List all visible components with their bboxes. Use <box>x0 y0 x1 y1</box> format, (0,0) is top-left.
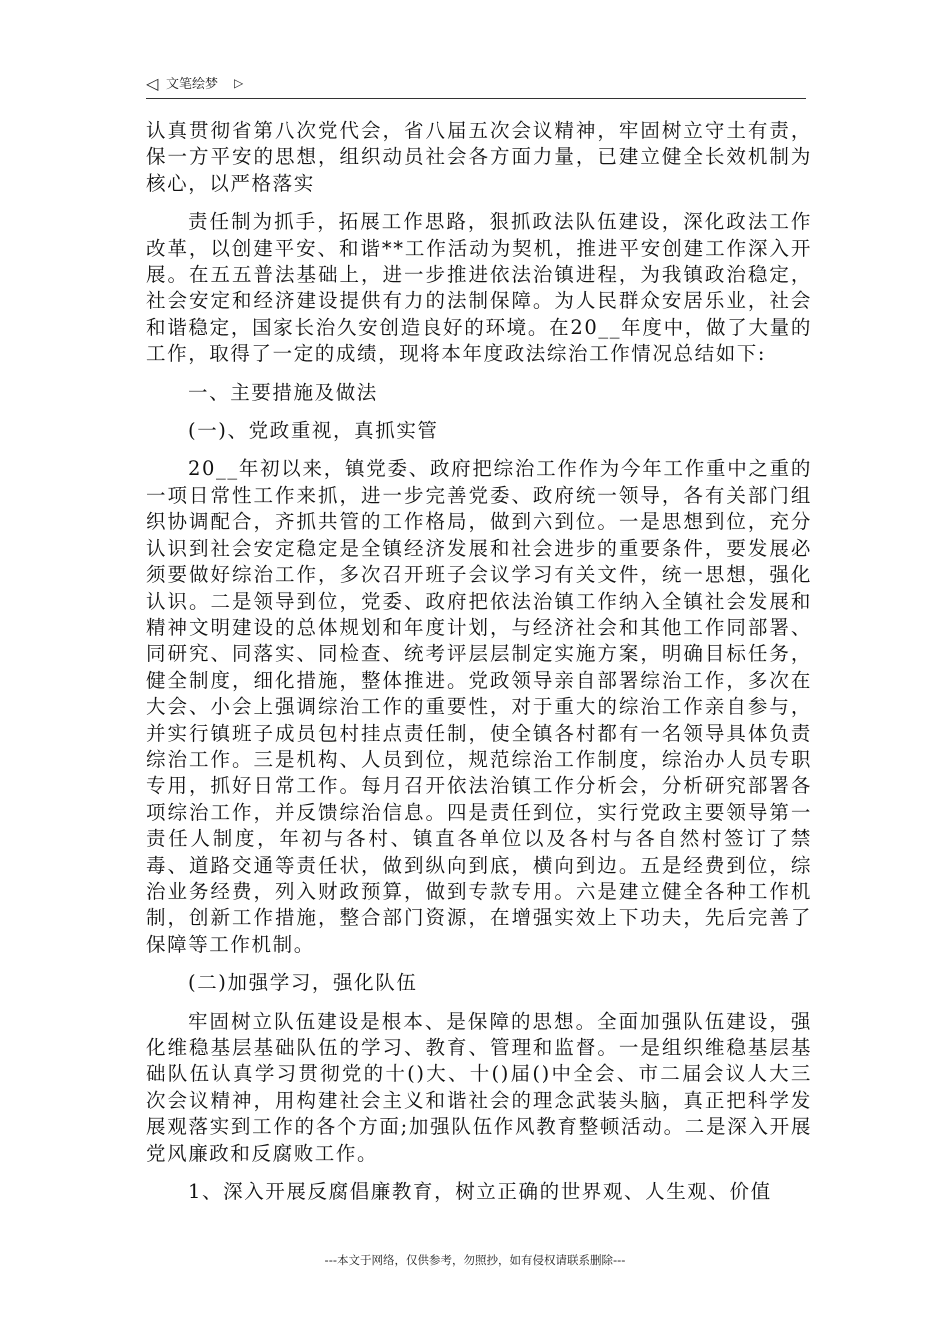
paragraph-six-in-place: 20__年初以来，镇党委、政府把综治工作作为今年工作重中之重的一项日常性工作来抓，进一步完善党委、政府统一领导，各有关部门组织协调配合，齐抓共管的工作格局，做到六到位。一是思想到位，充分认识到社会安定稳定是全镇经济发展和社会进步的重要条件，要发展必须要做好综治工作，多次召开班子会议学习有关文件，统一思想，强化认识。二是领导到位，党委、政府把依法治镇工作纳入全镇社会发展和精神文明建设的总体规划和年度计划，与经济社会和其他工作同部署、同研究、同落实、同检查、统考评层层制定实施方案，明确目标任务，健全制度，细化措施，整体推进。党政领导亲自部署综治工作，多次在大会、小会上强调综治工作的重要性，对于重大的综治工作亲自参与，并实行镇班子成员包村挂点责任制，使全镇各村都有一名领导具体负责综治工作。三是机构、人员到位，规范综治工作制度，综治办人员专职专用，抓好日常工作。每月召开依法治镇工作分析会，分析研究部署各项综治工作，并反馈综治信息。四是责任到位，实行党政主要领导第一责任人制度，年初与各村、镇直各单位以及各村与各自然村签订了禁毒、道路交通等责任状，做到纵向到底，横向到边。五是经费到位，综治业务经费，列入财政预算，做到专款专用。六是建立健全各种工作机制，创新工作措施，整合部门资源，在增强实效上下功夫，先后完善了保障等工作机制。 <box>146 457 812 956</box>
triangle-left-icon: ◁ <box>146 74 159 93</box>
subsection-heading-party: (一)、党政重视，真抓实管 <box>188 419 439 443</box>
paragraph-anticorruption: 1、深入开展反腐倡廉教育，树立正确的世界观、人生观、价值 <box>188 1180 772 1204</box>
subsection-heading-study: (二)加强学习，强化队伍 <box>188 971 418 995</box>
page-header <box>146 72 806 99</box>
paragraph-intro: 认真贯彻省第八次党代会，省八届五次会议精神，牢固树立守土有责，保一方平安的思想，组织动员社会各方面力量，已建立健全长效机制为核心，以严格落实 <box>146 119 812 195</box>
paragraph-team-building: 牢固树立队伍建设是根本、是保障的思想。全面加强队伍建设，强化维稳基层基础队伍的学习、教育、管理和监督。一是组织维稳基层基础队伍认真学习贯彻党的十()大、十()届()中全会、市二届会议人大三次会议精神，用构建社会主义和谐社会的理念武装头脑，真正把科学发展观落实到工作的各个方面;加强队伍作风教育整顿活动。二是深入开展党风廉政和反腐败工作。 <box>146 1009 812 1165</box>
section-heading-measures: 一、主要措施及做法 <box>188 380 378 404</box>
paragraph-responsibility: 责任制为抓手，拓展工作思路，狠抓政法队伍建设，深化政法工作改革，以创建平安、和谐**工作活动为契机，推进平安创建工作深入开展。在五五普法基础上，进一步推进依法治镇进程，为我镇政治稳定，社会安定和经济建设提供有力的法制保障。为人民群众安居乐业，社会和谐稳定，国家长治久安创造良好的环境。在20__年度中，做了大量的工作，取得了一定的成绩，现将本年度政法综治工作情况总结如下: <box>146 210 812 366</box>
page-footer: ---本文于网络，仅供参考，勿照抄，如有侵权请联系删除--- <box>324 1253 626 1267</box>
header-brand: 文笔绘梦 <box>166 77 219 92</box>
document-body <box>146 118 812 1205</box>
triangle-right-icon: ▷ <box>234 76 244 90</box>
